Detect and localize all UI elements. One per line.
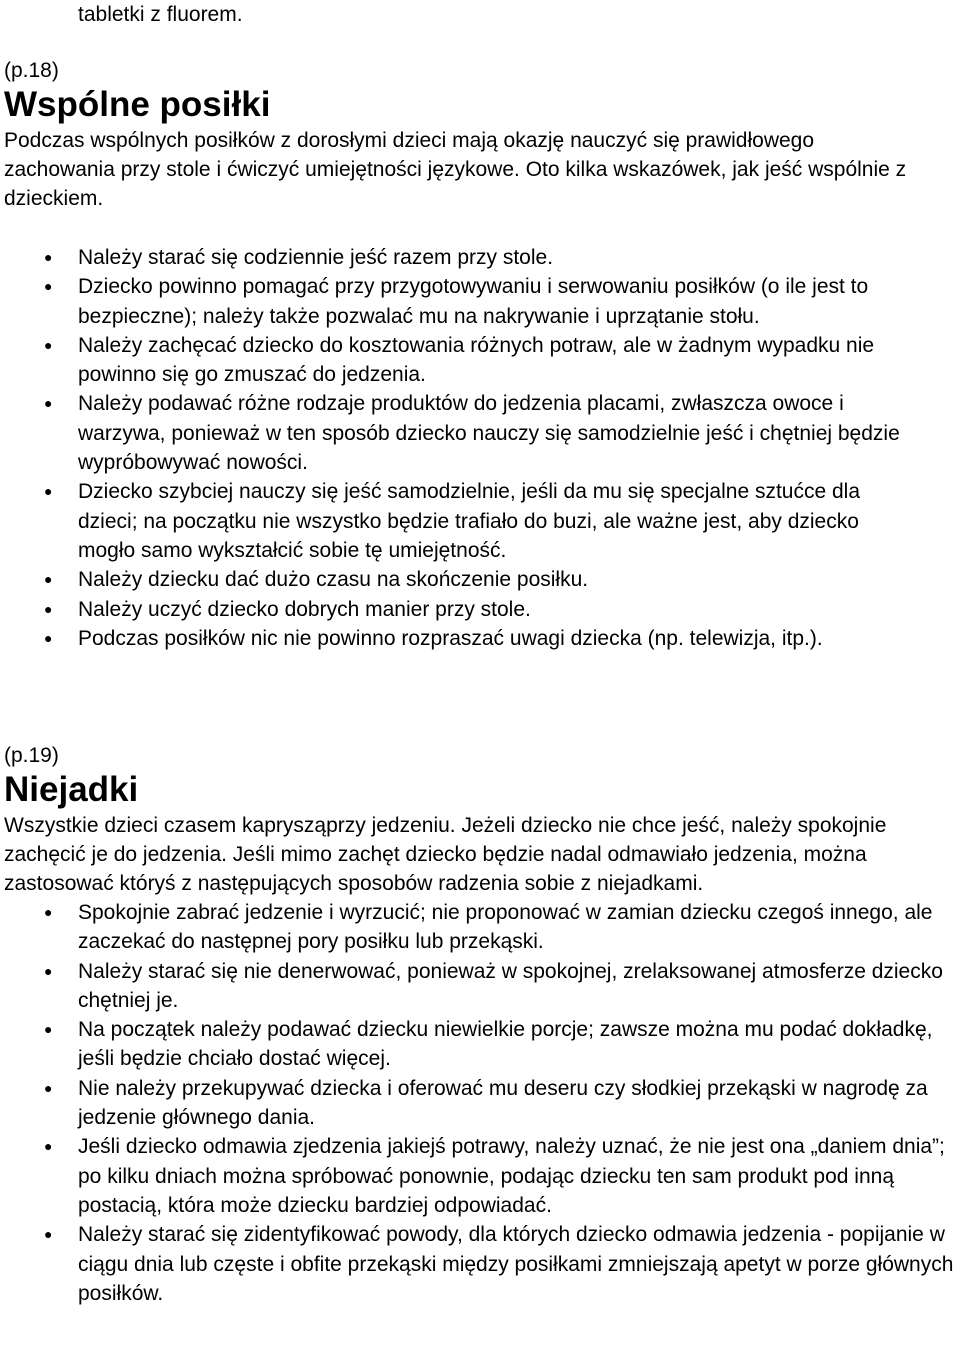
- bullet-icon: ●: [44, 278, 53, 295]
- list-item-text: Należy uczyć dziecko dobrych manier przy stole.: [78, 597, 531, 621]
- page-reference: (p.19): [4, 744, 59, 767]
- section-shared-meals: [4, 56, 954, 653]
- list-item: [4, 477, 910, 565]
- bullet-icon: ●: [44, 1079, 53, 1096]
- bullet-icon: ●: [44, 1021, 53, 1038]
- list-item: [4, 1220, 958, 1308]
- list-item-text: Należy dziecku dać dużo czasu na skończenie posiłku.: [78, 568, 589, 592]
- bullet-icon: ●: [44, 336, 53, 353]
- list-item-text: Należy podawać różne rodzaje produktów do jedzenia placami, zwłaszcza owoce i warzywa, ponieważ w ten sposób dziecko nauczy się samodzielnie jeść i chętniej będzie wypróbowywać nowości.: [78, 392, 900, 475]
- bullet-icon: ●: [44, 395, 53, 412]
- bullet-icon: ●: [44, 1138, 53, 1155]
- bullet-icon: ●: [44, 629, 53, 646]
- section-heading: Wspólne posiłki: [4, 85, 271, 124]
- list-item: [4, 595, 910, 624]
- list-item-text: Należy starać się nie denerwować, ponieważ w spokojnej, zrelaksowanej atmosferze dziecko chętniej je.: [78, 959, 943, 1012]
- tips-list: [4, 243, 954, 653]
- page-reference: (p.18): [4, 59, 59, 82]
- list-item: [4, 624, 910, 653]
- list-item: [4, 1074, 958, 1133]
- list-item-text: Jeśli dziecko odmawia zjedzenia jakiejś potrawy, należy uznać, że nie jest ona „daniem dnia”; po kilku dniach można spróbować ponownie, podając dziecku ten sam produkt pod inną postacią, która może dziecku bardziej odpowiadać.: [78, 1135, 945, 1217]
- list-item-text: Nie należy przekupywać dziecka i oferować mu deseru czy słodkiej przekąski w nagrodę za jedzenie głównego dania.: [78, 1076, 928, 1130]
- list-item: [4, 272, 910, 331]
- list-item-text: Należy zachęcać dziecko do kosztowania różnych potraw, ale w żadnym wypadku nie powinno się go zmuszać do jedzenia.: [78, 333, 875, 387]
- list-item: [4, 1015, 958, 1074]
- section-heading: Niejadki: [4, 770, 139, 809]
- list-item: [4, 389, 910, 477]
- tips-list: [4, 898, 954, 1308]
- section-picky-eaters: [4, 741, 954, 1308]
- list-item-text: Dziecko powinno pomagać przy przygotowywaniu i serwowaniu posiłków (o ile jest to bezpieczne); należy także pozwalać mu na nakrywanie i uprzątanie stołu.: [78, 275, 869, 328]
- list-item-text: Należy starać się zidentyfikować powody, dla których dziecko odmawia jedzenia - popijanie w ciągu dnia lub częste i obfite przekąski między posiłkami zmniejszają apetyt w porze głównych posiłków.: [78, 1223, 954, 1305]
- list-item-text: Należy starać się codziennie jeść razem przy stole.: [78, 246, 554, 269]
- bullet-icon: ●: [44, 962, 53, 979]
- list-item: [4, 1132, 958, 1220]
- list-item-text: Na początek należy podawać dziecku niewielkie porcje; zawsze można mu podać dokładkę, jeśli będzie chciało dostać więcej.: [78, 1018, 933, 1071]
- bullet-icon: ●: [44, 904, 53, 920]
- list-item: [4, 898, 958, 957]
- list-item: [4, 957, 958, 1016]
- list-item-text: Podczas posiłków nic nie powinno rozpraszać uwagi dziecka (np. telewizja, itp.).: [78, 626, 823, 650]
- bullet-icon: ●: [44, 249, 53, 265]
- bullet-icon: ●: [44, 1226, 53, 1243]
- list-item: [4, 331, 910, 390]
- continuation-text: tabletki z fluorem.: [78, 3, 243, 26]
- list-item: [4, 565, 910, 594]
- list-item-text: Dziecko szybciej nauczy się jeść samodzielnie, jeśli da mu się specjalne sztućce dla dzieci; na początku nie wszystko będzie trafiało do buzi, ale ważne jest, aby dziecko mogło samo wykształcić sobie tę umiejętność.: [78, 480, 861, 562]
- bullet-icon: ●: [44, 600, 53, 617]
- bullet-icon: ●: [44, 483, 53, 500]
- bullet-icon: ●: [44, 571, 53, 588]
- section-intro: Wszystkie dzieci czasem kaprysząprzy jedzeniu. Jeżeli dziecko nie chce jeść, należy spokojnie zachęcić je do jedzenia. Jeśli mimo zachęt dziecko będzie nadal odmawiało jedzenia, można zastosować któryś z następujących sposobów radzenia sobie z niejadkami.: [4, 814, 887, 895]
- list-item: [4, 243, 910, 272]
- section-intro: Podczas wspólnych posiłków z dorosłymi dzieci mają okazję nauczyć się prawidłowego zachowania przy stole i ćwiczyć umiejętności językowe. Oto kilka wskazówek, jak jeść wspólnie z dzieckiem.: [4, 129, 907, 210]
- list-item-text: Spokojnie zabrać jedzenie i wyrzucić; nie proponować w zamian dziecku czegoś innego, ale zaczekać do następnej pory posiłku lub przekąski.: [78, 901, 933, 954]
